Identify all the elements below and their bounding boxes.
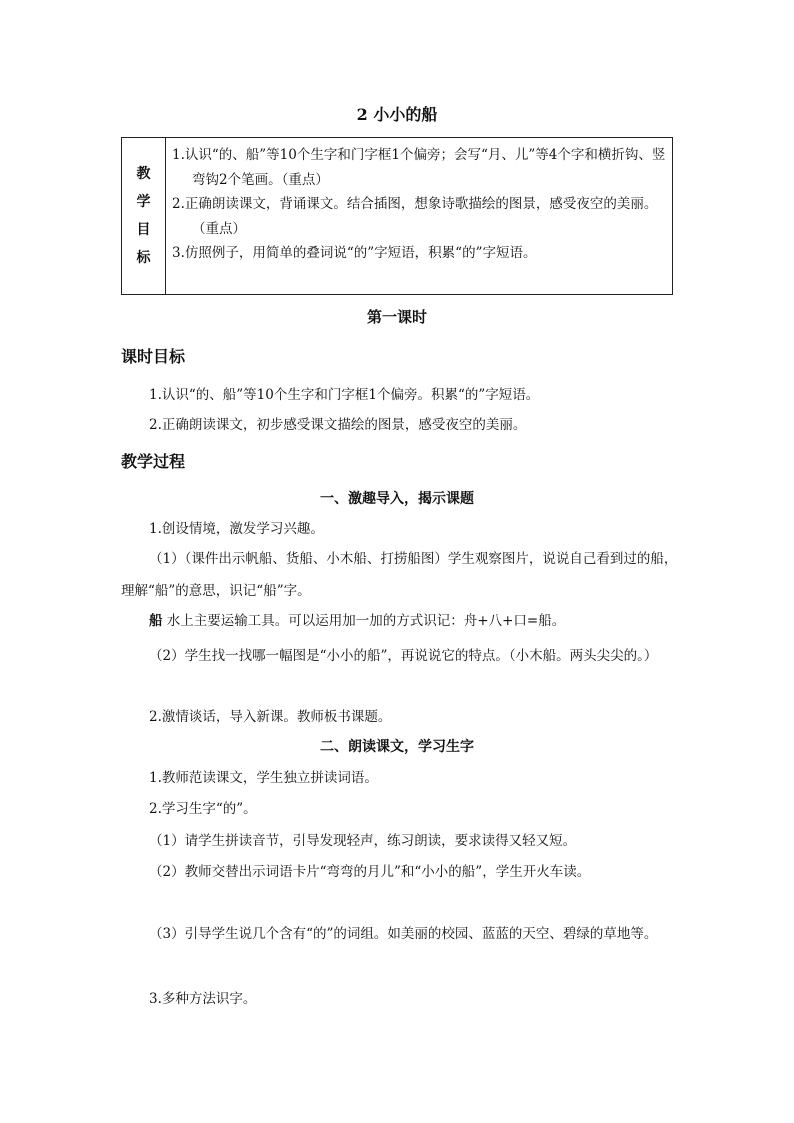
process-heading: 教学过程 [121, 452, 186, 471]
paragraph [121, 605, 681, 637]
goal-item: 2.正确朗读课文，背诵课文。结合插图，想象诗歌描绘的图景，感受夜空的美丽。（重点） [172, 196, 658, 237]
goals-table-body [166, 138, 672, 294]
header-char: 标 [136, 250, 151, 266]
paragraph: 2.激情谈话，导入新课。教师板书课题。 [149, 709, 392, 725]
teaching-goals-table [121, 137, 673, 295]
paragraph: 1.创设情境，激发学习兴趣。 [149, 521, 324, 537]
header-char: 教 [136, 166, 151, 182]
paragraph: （3）引导学生说几个含有“的”的词组。如美丽的校园、蓝蓝的天空、碧绿的草地等。 [149, 926, 658, 942]
paragraph: （2）教师交替出示词语卡片“弯弯的月儿”和“小小的船”，学生开火车读。 [149, 864, 591, 880]
key-character-note: 水上主要运输工具。可以运用加一加的方式识记：舟+八+口=船。 [162, 613, 566, 629]
section-heading: 一、激趣导入，揭示课题 [320, 491, 474, 507]
goal-item: 3.仿照例子，用简单的叠词说“的”字短语，积累“的”字短语。 [172, 245, 537, 261]
paragraph: （2）学生找一找哪一幅图是“小小的船”，再说说它的特点。（小木船。两头尖尖的。） [149, 648, 658, 664]
lesson-goal-item: 1.认识“的、船”等10个生字和门字框1个偏旁。积累“的”字短语。 [149, 387, 540, 403]
header-char: 学 [136, 194, 151, 210]
paragraph: 1.教师范读课文，学生独立拼读词语。 [149, 770, 378, 786]
header-char: 目 [136, 222, 151, 238]
lesson-goal-item: 2.正确朗读课文，初步感受课文描绘的图景，感受夜空的美丽。 [149, 417, 527, 433]
paragraph: 3.多种方法识字。 [149, 991, 257, 1007]
section-heading: 二、朗读课文，学习生字 [320, 739, 474, 755]
lesson-title: 2 小小的船 [356, 105, 438, 124]
lesson-period-heading: 第一课时 [366, 308, 427, 326]
lesson-goals-heading: 课时目标 [121, 347, 186, 366]
key-character: 船 [149, 613, 163, 629]
goals-table-header [122, 138, 166, 294]
paragraph: （1）请学生拼读音节，引导发现轻声，练习朗读，要求读得又轻又短。 [149, 833, 577, 849]
paragraph: （1）（课件出示帆船、货船、小木船、打捞船图）学生观察图片，说说自己看到过的船，理解“船”的意思，识记“船”字。 [121, 551, 678, 599]
goal-item: 1.认识“的、船”等10个生字和门字框1个偏旁；会写“月、儿”等4个字和横折钩、竖弯钩2个笔画。（重点） [172, 147, 666, 188]
paragraph: 2.学习生字“的”。 [149, 801, 257, 817]
